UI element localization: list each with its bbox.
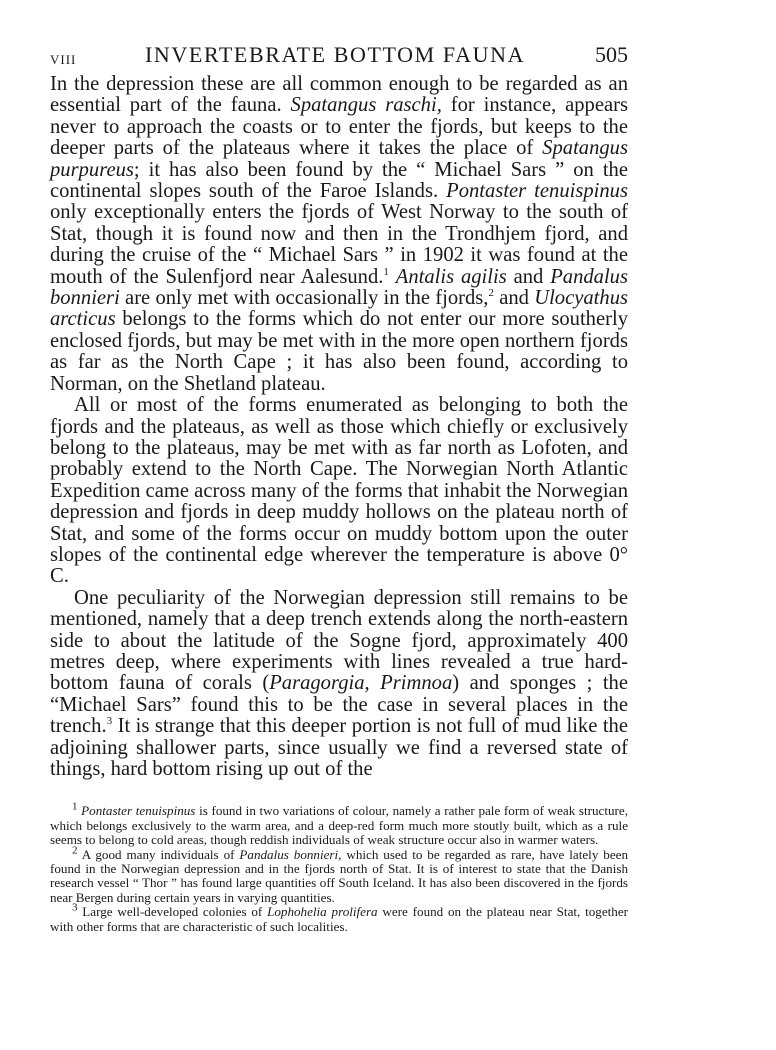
species-name: Antalis agilis [395,265,507,288]
paragraph [50,74,628,395]
species-name: Pandalus bonnieri [239,846,339,862]
species-name: Lophohelia prolifera [267,904,378,920]
text-run: , which used to be regarded as rare, have lately been found in the Norwegian depression and in the fjords north of Stat. It is of interest to state that the Danish research vessel “ Thor ” has found large quantities off South Iceland. It has also been discovered in the fjords near Bergen during certain years in varying quantities. [50,846,629,905]
text-run: ) and sponges ; the “Michael Sars” found this to be the case in several places in the trench. [50,672,628,738]
footnote [50,801,628,848]
footnote-marker: 3 [72,901,78,914]
text-run: In the depression these are all common enough to be regarded as an essential part of the fauna. [50,73,628,117]
text-run: is found in two variations of colour, namely a rather pale form of weak structure, which belongs exclusively to the warm area, and a deep-red form much more stoutly built, which as a rule seems to belong to cold areas, though reddish individuals of weak structure occur also in warmer waters. [50,803,628,848]
footnote-marker: 1 [383,265,389,278]
footnote-marker: 2 [488,287,494,300]
species-name: Pontaster tenuispinus [446,180,628,203]
species-name: Spatangus purpureus [50,137,628,181]
text-run: ; it has also been found by the “ Michael Sars ” on the continental slopes south of the Faroe Islands. [50,158,628,203]
species-name: Ulocyathus arcticus [50,287,629,331]
footnote-marker: 2 [72,844,78,857]
footnote-marker: 1 [72,801,78,814]
page-number: 505 [595,42,628,67]
text-run: were found on the plateau near Stat, together with other forms that are characteristic of such localities. [50,904,628,934]
text-run: belongs to the forms which do not enter our more southerly enclosed fjords, but may be met with in the more open northern fjords as far as the North Cape ; it has also been found, according to Norman, on the Shetland plateau. [50,308,628,395]
species-name: Paragorgia, Primnoa [269,672,453,695]
text-run [389,266,396,288]
text-run: are only met with occasionally in the fjords, [119,287,489,310]
footnote-marker: 3 [106,715,113,728]
running-title: INVERTEBRATE BOTTOM FAUNA [145,42,526,67]
species-name: Spatangus raschi, [290,94,442,117]
chapter-number: VIII [50,52,77,67]
body-text [50,74,628,780]
text-run: One peculiarity of the Norwegian depression still remains to be mentioned, namely that a deep trench extends along the north-eastern side to about the latitude of the Sogne fjord, approximately 400 metres deep, where experiments with lines revealed a true hard-bottom fauna of corals ( [50,586,628,695]
book-page [50,40,628,934]
text-run: All or most of the forms enumerated as belonging to both the fjords and the plateaus, as well as those which chiefly or exclusively belong to the plateaus, may be met with as far north as Lofoten, and probably extend to the North Cape. The Norwegian North Atlantic Expedition came across many of the forms that inhabit the Norwegian depression and fjords in deep muddy hollows on the plateau north of Stat, and some of the forms occur on muddy bottom upon the outer slopes of the continental edge wherever the temperature is above 0° C. [50,394,628,588]
text-run: It is strange that this deeper portion is not full of mud like the adjoining shallower parts, since usually we find a reversed state of things, hard bottom rising up out of the [50,715,628,780]
running-header [50,40,628,74]
footnote [50,844,629,906]
text-run: Large well-developed colonies of [77,904,268,920]
species-name: Pontaster tenuispinus [81,803,196,819]
text-run: A good many individuals of [77,846,240,862]
species-name: Pandalus bonnieri [50,265,628,310]
text-run: for instance, appears never to approach the coasts or to enter the fjords, but keeps to the deeper parts of the plateaus where it takes the place of [50,94,628,160]
paragraph [50,395,628,588]
text-run: and [506,265,551,288]
footnote [50,901,628,934]
footnotes [50,801,629,934]
text-run: only exceptionally enters the fjords of West Norway to the south of Stat, though it is found now and then in the Trondhjem fjord, and during the cruise of the “ Michael Sars ” in 1902 it was found at the mouth of the Sulenfjord near Aalesund. [50,201,628,288]
text-run: and [493,287,535,310]
paragraph [50,588,628,781]
